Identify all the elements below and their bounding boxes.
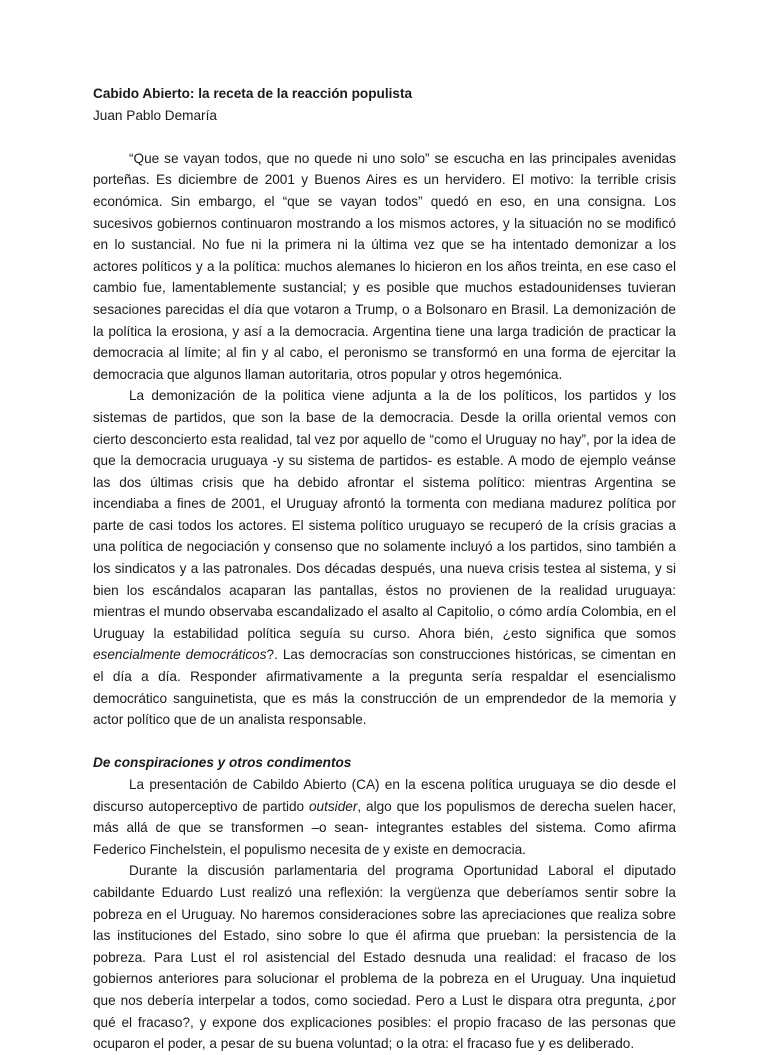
emphasis-run: outsider — [308, 798, 358, 814]
text-run: “Que se vayan todos, que no quede ni uno solo” se escucha en las principales avenidas porteñas. Es diciembre de 2001 y Buenos Aires es un hervidero. El motivo: la terrible crisis económica. Sin embargo, el “que se vayan todos” quedó en eso, en una consigna. Los sucesivos gobiernos continuaron mostrando a los mismos actores, y la situación no se modificó en lo sustancial. No fue ni la primera ni la última vez que se ha intentado demonizar a los actores políticos y a la política: muchos alemanes lo hicieron en los años treinta, en ese caso el cambio fue, lamentablemente sustancial; y es posible que muchos estadounidenses tuvieran sesaciones parecidas el día que votaron a Trump, o a Bolsonaro en Brasil. La demonización de la política la erosiona, y así a la democracia. Argentina tiene una larga tradición de practicar la democracia al límite; al fin y al cabo, el peronismo se transformó en una forma de ejercitar la democracia que algunos llaman autoritaria, otros popular y otros hegemónica. — [93, 150, 676, 382]
section-heading: De conspiraciones y otros condimentos — [93, 755, 352, 771]
article-author: Juan Pablo Demaría — [93, 107, 217, 123]
text-run: La demonización de la politica viene adjunta a la de los políticos, los partidos y los sistemas de partidos, que son la base de la democracia. Desde la orilla oriental vemos con cierto desconcierto esta realidad, tal vez por aquello de “como el Uruguay no hay”, por la idea de que la democracia uruguaya -y su sistema de partidos- es estable. A modo de ejemplo veánse las dos últimas crisis que ha debido afrontar el sistema político: mientras Argentina se incendiaba a fines de 2001, el Uruguay afrontó la tormenta con mediana madurez política por parte de casi todos los actores. El sistema político uruguayo se recuperó de la crísis gracias a una política de negociación y consenso que no solamente incluyó a los partidos, sino también a los sindicatos y a las patronales. Dos décadas después, una nueva crisis testea al sistema, y si bien los escándalos acaparan las pantallas, éstos no provienen de la realidad uruguaya: mientras el mundo observaba escandalizado el asalto al Capitolio, o cómo ardía Colombia, en el Uruguay la estabilidad política seguía su curso. Ahora bién, ¿esto significa que somos — [93, 388, 676, 641]
text-run: ?. Las democracías son construcciones históricas, se cimentan en el día a día. Responder afirmativamente a la pregunta sería respaldar el esencialismo democrático sanguinetista, que es más la construcción de un emprendedor de la memoria y actor político que de un analista responsable. — [93, 647, 676, 728]
article-title: Cabido Abierto: la receta de la reacción populista — [93, 86, 413, 101]
paragraph — [93, 860, 676, 1054]
text-run: La presentación de Cabildo Abierto (CA) en la escena política uruguaya se dio desde el discurso autoperceptivo de partido — [93, 777, 676, 814]
spacer — [93, 126, 676, 148]
paragraph — [93, 774, 676, 860]
text-run: , algo que los populismos de derecha suelen hacer, más allá de que se transformen –o sean- integrantes estables del sistema. Como afirma Federico Finchelstein, el populismo necesita de y existe en democracia. — [93, 798, 676, 857]
paragraph — [93, 148, 676, 386]
emphasis-run: esencialmente democráticos — [93, 647, 267, 663]
conspiracies-section — [93, 774, 676, 1055]
paragraph — [93, 385, 676, 731]
spacer — [93, 731, 676, 753]
intro-section — [93, 148, 676, 731]
text-run: Durante la discusión parlamentaria del programa Oportunidad Laboral el diputado cabildante Eduardo Lust realizó una reflexión: la vergüenza que deberíamos sentir sobre la pobreza en el Uruguay. No haremos consideraciones sobre las apreciaciones que realiza sobre las instituciones del Estado, sino sobre lo que él afirma que prueban: la persistencia de la pobreza. Para Lust el rol asistencial del Estado desnuda una realidad: el fracaso de los gobiernos anteriores para solucionar el problema de la pobreza en el Uruguay. Una inquietud que nos debería interpelar a todos, como sociedad. Pero a Lust le dispara otra pregunta, ¿por qué el fracaso?, y expone dos explicaciones posibles: el propio fracaso de las personas que ocuparon el poder, a pesar de su buena voluntad; o la otra: el fracaso fue y es deliberado. — [93, 863, 676, 1052]
document-body — [93, 83, 676, 1055]
